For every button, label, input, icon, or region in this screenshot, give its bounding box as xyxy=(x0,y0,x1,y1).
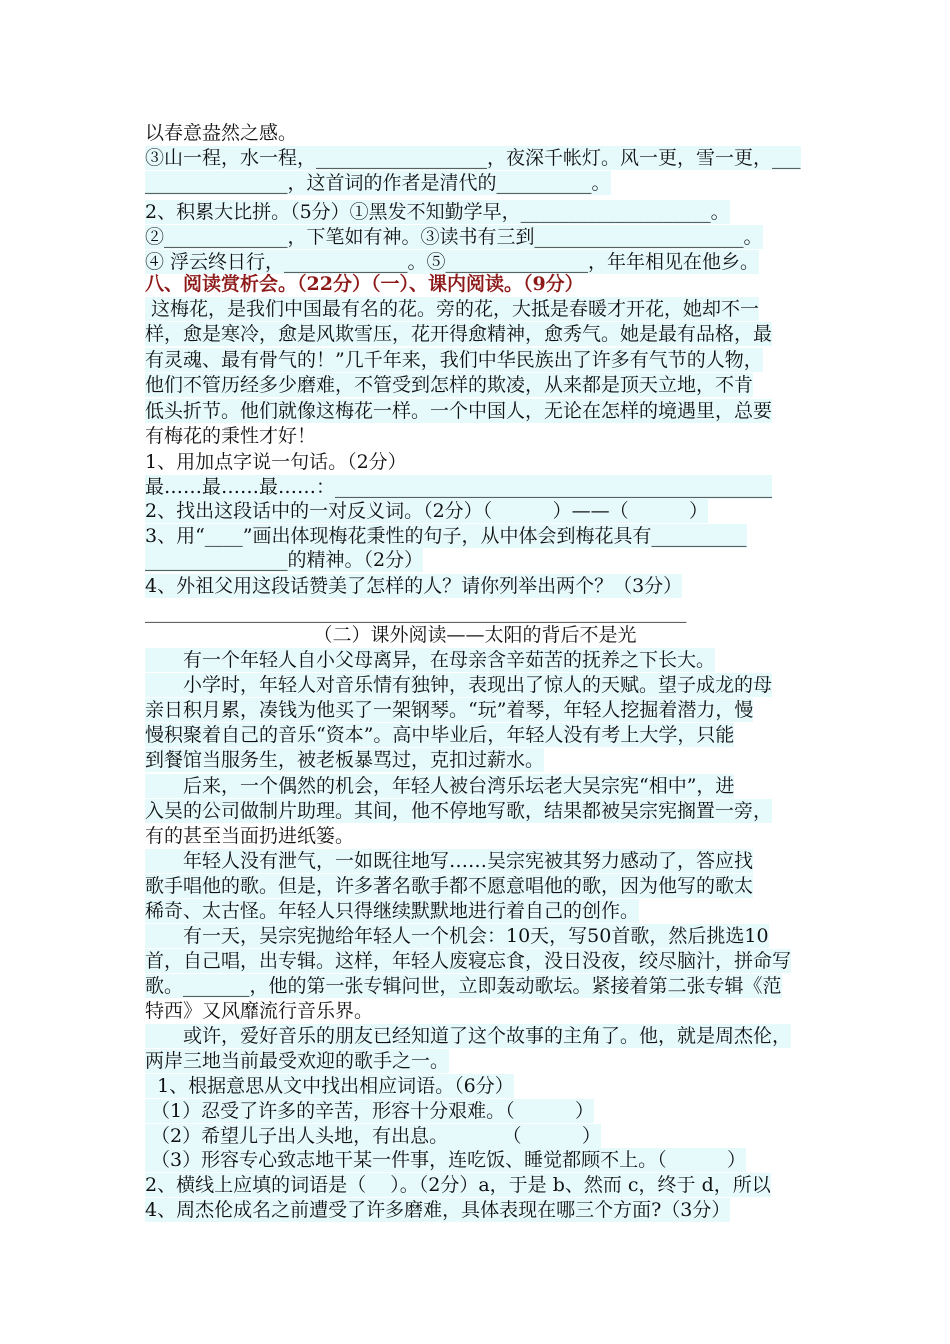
text-line: 年轻人没有泄气，一如既往地写……吴宗宪被其努力感动了，答应找 xyxy=(145,850,754,872)
question-1: 1、根据意思从文中找出相应词语。（6分） xyxy=(145,1075,514,1097)
text-line: 小学时，年轻人对音乐情有独钟，表现出了惊人的天赋。望子成龙的母 xyxy=(145,674,773,696)
text-line: 或许，爱好音乐的朋友已经知道了这个故事的主角了。他，就是周杰伦， xyxy=(145,1025,792,1047)
text-line: 样，愈是寒冷，愈是风欺雪压，花开得愈精神，愈秀气。她是最有品格，最 xyxy=(145,323,773,345)
sub-question: （3）形容专心致志地干某一件事，连吃饭、睡觉都顾不上。（ ） xyxy=(145,1149,747,1171)
text-line: 低头折节。他们就像这梅花一样。一个中国人，无论在怎样的境遇里，总要 xyxy=(145,400,773,422)
text-line: 有梅花的秉性才好！ xyxy=(145,425,317,447)
text-line: 后来，一个偶然的机会，年轻人被台湾乐坛老大吴宗宪“相中”，进 xyxy=(145,775,735,797)
text-line: 他们不管历经多少磨难，不管受到怎样的欺凌，从来都是顶天立地，不肯 xyxy=(145,374,754,396)
question-3: 3、用“____”画出体现梅花秉性的句子，从中体会到梅花具有__________ xyxy=(145,525,747,547)
question-4: 4、外祖父用这段话赞美了怎样的人？请你列举出两个？（3分） xyxy=(145,575,683,597)
question-4: 4、周杰伦成名之前遭受了许多磨难，具体表现在哪三个方面?（3分） xyxy=(145,1199,731,1221)
text-line: 有的甚至当面扔进纸篓。 xyxy=(145,825,355,847)
text-line: 以春意盎然之感。 xyxy=(145,122,298,144)
text-line: 稀奇、太古怪。年轻人只得继续默默地进行着自己的创作。 xyxy=(145,900,640,922)
text-line: 这梅花，是我们中国最有名的花。旁的花，大抵是春暖才开花，她却不一 xyxy=(145,298,760,320)
text-line: 有一个年轻人自小父母离异，在母亲含辛茹苦的抚养之下长大。 xyxy=(145,649,716,671)
sub-question: （1）忍受了许多的辛苦，形容十分艰难。（ ） xyxy=(145,1100,595,1122)
answer-line: 最……最……最……：______________________________________________ xyxy=(145,476,773,498)
text-line: 首，自己唱，出专辑。这样，年轻人废寝忘食，没日没夜，绞尽脑汁，拼命写 xyxy=(145,950,792,972)
text-line: 歌。_______，他的第一张专辑问世，立即轰动歌坛。紧接着第二张专辑《范 xyxy=(145,975,782,997)
text-line: 两岸三地当前最受欢迎的歌手之一。 xyxy=(145,1050,450,1072)
text-line: 慢积聚着自己的音乐“资本”。高中毕业后，年轻人没有考上大学，只能 xyxy=(145,724,735,746)
text-line: _______________，这首词的作者是清代的__________。 xyxy=(145,172,611,194)
text-line: 有一天，吴宗宪抛给年轻人一个机会：10天，写50首歌，然后挑选10 xyxy=(145,925,769,947)
question-1: 1、用加点字说一句话。（2分） xyxy=(145,451,407,473)
text-line: 有灵魂、最有骨气的！”几千年来，我们中华民族出了许多有气节的人物， xyxy=(145,349,763,371)
text-line: 歌手唱他的歌。但是，许多著名歌手都不愿意唱他的歌，因为他写的歌太 xyxy=(145,875,754,897)
text-line: 2、积累大比拼。（5分）①黑发不知勤学早，____________________。 xyxy=(145,201,730,223)
text-line: ④ 浮云终日行，_____________。⑤_______________，年年相见在他乡。 xyxy=(145,251,760,273)
text-line: 到餐馆当服务生，被老板暴骂过，克扣过薪水。 xyxy=(145,749,545,771)
section-heading: 八、阅读赏析会。（22分）（一）、课内阅读。（9分） xyxy=(145,273,584,295)
question-2: 2、横线上应填的词语是（ ）。（2分）a，于是 b、然而 c，终于 d，所以 xyxy=(145,1174,771,1196)
text-line: ③山一程，水一程，__________________，夜深千帐灯。风一更，雪一更，___ xyxy=(145,147,801,169)
text-line: 特西》又风靡流行音乐界。 xyxy=(145,1000,374,1022)
reading-title: （二）课外阅读——太阳的背后不是光 xyxy=(313,624,637,646)
question-2: 2、找出这段话中的一对反义词。（2分）（ ）——（ ） xyxy=(145,500,708,522)
text-line: ②_____________，下笔如有神。③读书有三到______________________。 xyxy=(145,226,763,248)
text-line: 入吴的公司做制片助理。其间，他不停地写歌，结果都被吴宗宪搁置一旁， xyxy=(145,800,773,822)
sub-question: （2）希望儿子出人头地，有出息。 （ ） xyxy=(145,1125,601,1147)
text-line: _______________的精神。（2分） xyxy=(145,549,424,571)
text-line: 亲日积月累，凑钱为他买了一架钢琴。“玩”着琴，年轻人挖掘着潜力，慢 xyxy=(145,699,754,721)
answer-line: _________________________________________________________ xyxy=(145,601,687,623)
